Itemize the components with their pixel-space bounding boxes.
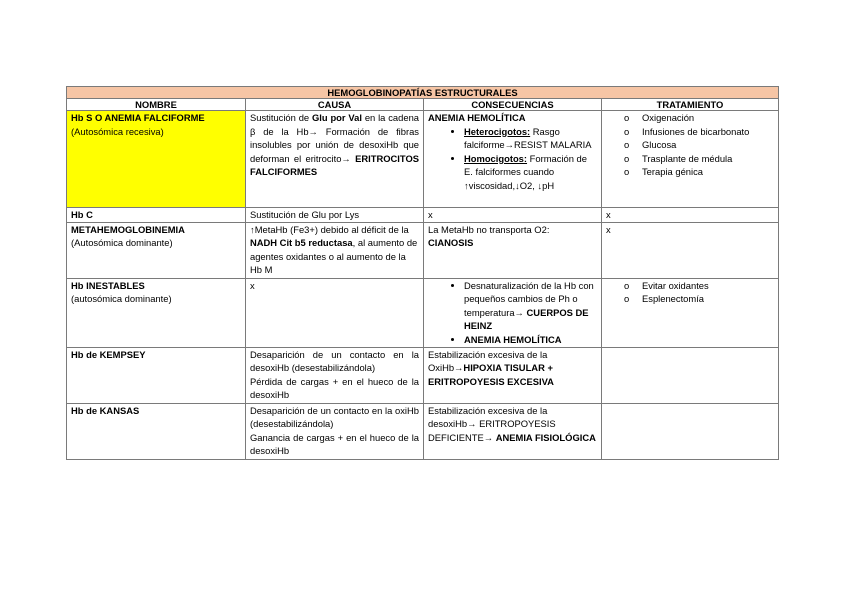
kansas-causa-cell: Desaparición de un contacto en la oxiHb (desestabilizándola) Ganancia de cargas + en el hueco de la desoxiHb [246, 403, 424, 459]
hbs-tratamiento-cell [602, 111, 779, 208]
row-name: Hb S O ANEMIA FALCIFORME [71, 112, 205, 123]
kempsey-consecuencias-cell: Estabilización excesiva de la OxiHb→HIPOXIA TISULAR + ERITROPOYESIS EXCESIVA [424, 347, 602, 403]
kansas-consecuencias-cell: Estabilización excesiva de la desoxiHb→ ERITROPOYESIS DEFICIENTE→ ANEMIA FISIOLÓGICA [424, 403, 602, 459]
table-row [67, 278, 779, 347]
table-title: HEMOGLOBINOPATÍAS ESTRUCTURALES [67, 87, 779, 99]
hbc-name-cell: Hb C [67, 208, 246, 223]
inest-tratamiento-cell [602, 278, 779, 347]
list-item: o Infusiones de bicarbonato [642, 125, 774, 139]
row-name: METAHEMOGLOBINEMIA [71, 223, 185, 235]
text: en la cadena β de la Hb→ Formación de fibras insolubles por unión de desoxiHb que deforman el eritrocito→ [250, 112, 419, 164]
row-inheritance: (Autosómica dominante) [71, 237, 173, 248]
header-nombre: NOMBRE [67, 99, 246, 111]
kansas-name-cell: Hb de KANSAS [67, 403, 246, 459]
kansas-tratamiento-cell [602, 403, 779, 459]
inest-name-cell [67, 278, 246, 347]
row-name: Hb INESTABLES [71, 279, 145, 291]
hemoglobinopathies-table [66, 86, 779, 460]
hbs-name-cell [67, 111, 246, 208]
consequence-heading: ANEMIA HEMOLÍTICA [428, 112, 526, 123]
table-row [67, 111, 779, 208]
kempsey-name-cell: Hb de KEMPSEY [67, 347, 246, 403]
hbc-consecuencias-cell: x [424, 208, 602, 223]
table-row [67, 208, 779, 223]
list-item: o Evitar oxidantes [642, 279, 774, 293]
list-item: o Glucosa [642, 138, 774, 152]
list-item: • Homocigotos: Formación de E. falciformes cuando ↑viscosidad,↓O2, ↓pH [464, 152, 597, 193]
header-causa: CAUSA [246, 99, 424, 111]
hbs-causa-cell [246, 111, 424, 208]
inest-causa-cell: x [246, 278, 424, 347]
list-item: o Oxigenación [642, 111, 774, 125]
table-row [67, 222, 779, 278]
hbc-tratamiento-cell: x [602, 208, 779, 223]
kempsey-causa-cell: Desaparición de un contacto en la desoxiHb (desestabilizándola) Pérdida de cargas + en el hueco de la desoxiHb [246, 347, 424, 403]
hbs-consecuencias-cell [424, 111, 602, 208]
table-row [67, 347, 779, 403]
row-inheritance: (Autosómica recesiva) [71, 125, 164, 137]
header-consecuencias: CONSECUENCIAS [424, 99, 602, 111]
text-bold: Glu por Val [311, 112, 362, 123]
list-item: • Heterocigotos: Rasgo falciforme→RESIST MALARIA [464, 125, 597, 152]
list-item: o Esplenectomía [642, 292, 774, 306]
meta-consecuencias-cell: La MetaHb no transporta O2: CIANOSIS [424, 222, 602, 278]
inest-consecuencias-cell [424, 278, 602, 347]
meta-tratamiento-cell: x [602, 222, 779, 278]
meta-name-cell [67, 222, 246, 278]
kempsey-tratamiento-cell [602, 347, 779, 403]
list-item: • Desnaturalización de la Hb con pequeños cambios de Ph o temperatura→ CUERPOS DE HEINZ [464, 279, 597, 333]
list-item: o Terapia génica [642, 165, 774, 179]
text-bold: ERITROCITOS FALCIFORMES [250, 152, 419, 177]
header-tratamiento: TRATAMIENTO [602, 99, 779, 111]
text: Sustitución de [250, 112, 312, 123]
table-row [67, 403, 779, 459]
hbc-causa-cell: Sustitución de Glu por Lys [246, 208, 424, 223]
list-item: o Trasplante de médula [642, 152, 774, 166]
meta-causa-cell: ↑MetaHb (Fe3+) debido al déficit de la NADH Cit b5 reductasa, al aumento de agentes oxidantes o al aumento de la Hb M [246, 222, 424, 278]
list-item: • ANEMIA HEMOLÍTICA [464, 333, 597, 347]
row-inheritance: (autosómica dominante) [71, 293, 172, 304]
